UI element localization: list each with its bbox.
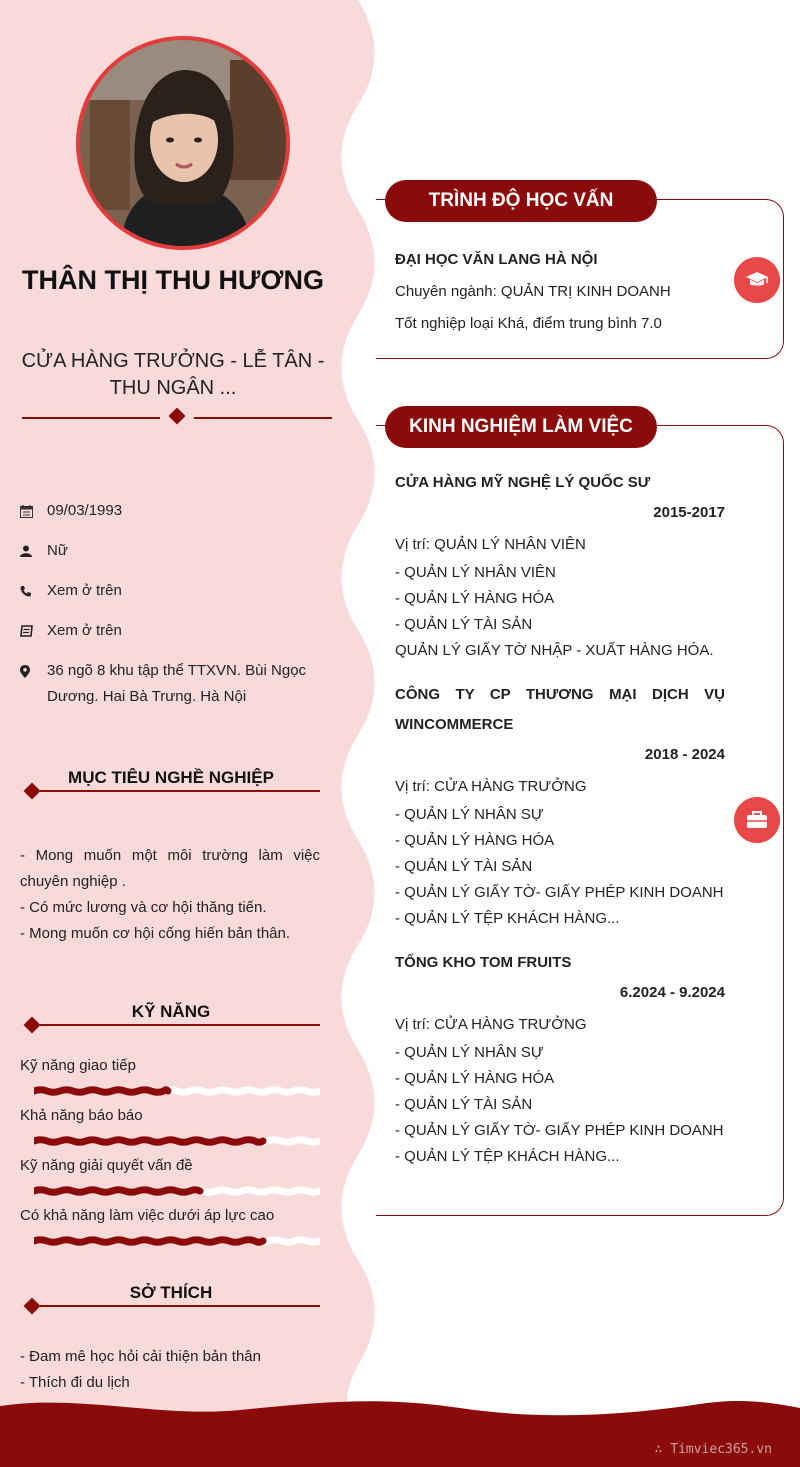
skill-bar — [34, 1185, 320, 1197]
skills-divider — [20, 1016, 322, 1036]
contact-birthday: 09/03/1993 — [20, 498, 320, 524]
job-period: 2015-2017 — [653, 504, 725, 521]
job-duty: - QUẢN LÝ TÀI SẢN — [395, 1096, 533, 1113]
school-name: ĐẠI HỌC VĂN LANG HÀ NỘI — [395, 251, 598, 268]
email-icon — [20, 618, 47, 644]
skill-bar-fill — [34, 1090, 168, 1093]
job-duty: - QUẢN LÝ NHÂN SỰ — [395, 1044, 544, 1061]
skill-item: Khả năng báo báo — [20, 1103, 322, 1153]
job-duty: - QUẢN LÝ HÀNG HÓA — [395, 832, 555, 849]
job-duties — [395, 1040, 725, 1170]
skill-bar-fill — [34, 1190, 200, 1193]
hobby-item: - Đam mê học hỏi cải thiện bản thân — [20, 1348, 261, 1365]
calendar-icon — [20, 498, 47, 524]
job-duty: - QUẢN LÝ GIẤY TỜ- GIẤY PHÉP KINH DOANH — [395, 1122, 724, 1139]
contact-gender: Nữ — [20, 538, 320, 564]
job-company: CÔNG TY CP THƯƠNG MẠI DỊCH VỤ WINCOMMERCE — [395, 686, 725, 733]
job-entry — [395, 680, 725, 932]
skill-item: Kỹ năng giải quyết vấn đề — [20, 1153, 322, 1203]
objective-text — [20, 843, 320, 947]
job-position: Vị trí: CỬA HÀNG TRƯỞNG — [395, 1016, 587, 1033]
job-duty: - QUẢN LÝ NHÂN VIÊN — [395, 564, 556, 581]
hobbies-divider — [20, 1297, 322, 1317]
education-content — [395, 244, 725, 340]
briefcase-icon — [734, 797, 780, 843]
job-entry — [395, 948, 725, 1170]
job-duty: - QUẢN LÝ NHÂN SỰ — [395, 806, 544, 823]
hobbies-heading: SỞ THÍCH — [20, 1283, 322, 1313]
skill-bar — [34, 1235, 320, 1247]
objective-line: - Có mức lương và cơ hội thăng tiến. — [20, 899, 267, 916]
avatar — [76, 36, 290, 250]
contact-info — [20, 498, 320, 724]
education-major: Chuyên ngành: QUẢN TRỊ KINH DOANH — [395, 283, 671, 300]
job-duty: - QUẢN LÝ HÀNG HÓA — [395, 590, 555, 607]
user-icon — [20, 538, 47, 564]
contact-phone: Xem ở trên — [20, 578, 320, 604]
phone-icon — [20, 578, 47, 604]
education-result: Tốt nghiệp loại Khá, điểm trung bình 7.0 — [395, 315, 662, 332]
job-company: CỬA HÀNG MỸ NGHỆ LÝ QUỐC SƯ — [395, 474, 651, 491]
map-pin-icon — [20, 658, 47, 684]
contact-email: Xem ở trên — [20, 618, 320, 644]
job-company: TỔNG KHO TOM FRUITS — [395, 954, 572, 971]
job-entry — [395, 468, 725, 664]
job-duty: - QUẢN LÝ HÀNG HÓA — [395, 1070, 555, 1087]
skill-bar — [34, 1085, 320, 1097]
objective-line: - Mong muốn một môi trường làm việc chuyên nghiệp . — [20, 847, 320, 890]
job-duty: - QUẢN LÝ GIẤY TỜ- GIẤY PHÉP KINH DOANH — [395, 884, 724, 901]
job-period: 2018 - 2024 — [644, 746, 725, 763]
job-period: 6.2024 - 9.2024 — [619, 984, 725, 1001]
skill-item: Kỹ năng giao tiếp — [20, 1053, 322, 1103]
experience-heading: KINH NGHIỆM LÀM VIỆC — [385, 406, 657, 448]
candidate-title: CỬA HÀNG TRƯỞNG - LỄ TÂN - THU NGÂN ... — [21, 350, 325, 399]
footer-watermark: ∴ Timviec365.vn — [654, 1442, 772, 1457]
job-duty: - QUẢN LÝ TỆP KHÁCH HÀNG... — [395, 1148, 620, 1165]
skill-bar-fill — [34, 1140, 263, 1143]
job-duties — [395, 560, 725, 664]
skills-heading: KỸ NĂNG — [20, 1002, 322, 1032]
skill-bar-fill — [34, 1240, 263, 1243]
job-duty: - QUẢN LÝ TÀI SẢN — [395, 858, 533, 875]
objective-divider — [20, 782, 322, 802]
objective-heading: MỤC TIÊU NGHỀ NGHIỆP — [20, 768, 322, 798]
hobby-item: - Thích đi du lịch — [20, 1374, 130, 1391]
job-duty: QUẢN LÝ GIẤY TỜ NHẬP - XUẤT HÀNG HÓA. — [395, 642, 714, 659]
candidate-name: THÂN THỊ THU HƯƠNG — [22, 265, 324, 295]
job-duties — [395, 802, 725, 932]
job-position: Vị trí: QUẢN LÝ NHÂN VIÊN — [395, 536, 586, 553]
objective-line: - Mong muốn cơ hội cống hiến bản thân. — [20, 925, 291, 942]
contact-address: 36 ngõ 8 khu tập thể TTXVN. Bùi Ngọc Dương. Hai Bà Trưng. Hà Nội — [20, 658, 320, 710]
job-position: Vị trí: CỬA HÀNG TRƯỞNG — [395, 778, 587, 795]
hobbies-list — [20, 1344, 320, 1396]
skills-list — [20, 1053, 322, 1253]
job-duty: - QUẢN LÝ TỆP KHÁCH HÀNG... — [395, 910, 620, 927]
skill-item: Có khả năng làm việc dưới áp lực cao — [20, 1203, 322, 1253]
graduation-cap-icon — [734, 257, 780, 303]
skill-bar — [34, 1135, 320, 1147]
experience-list — [395, 468, 725, 1186]
education-heading: TRÌNH ĐỘ HỌC VẤN — [385, 180, 657, 222]
job-duty: - QUẢN LÝ TÀI SẢN — [395, 616, 533, 633]
name-divider — [22, 408, 332, 428]
